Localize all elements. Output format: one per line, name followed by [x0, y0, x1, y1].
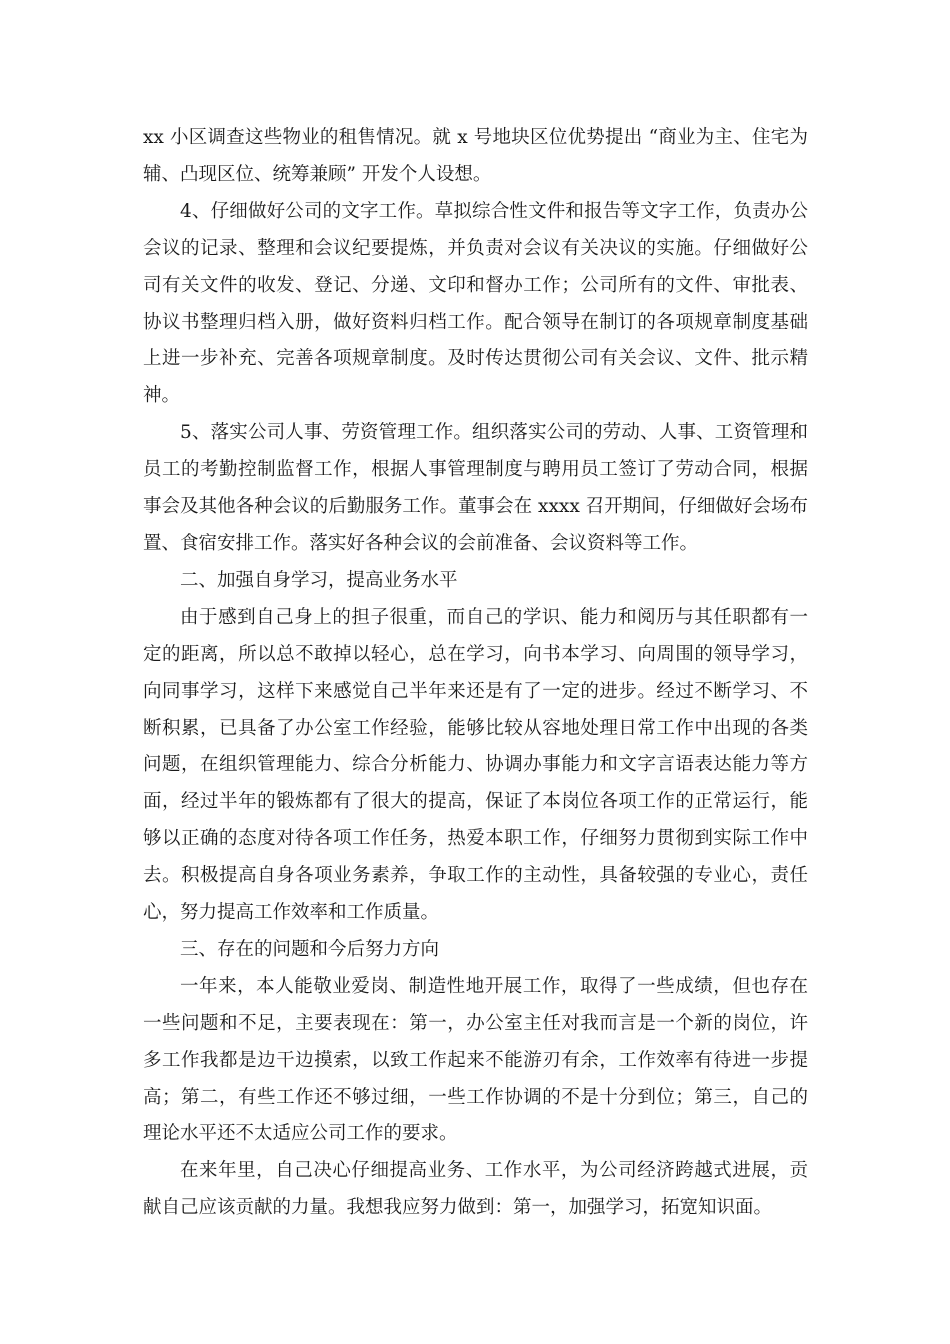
paragraph-item-4: 4、仔细做好公司的文字工作。草拟综合性文件和报告等文字工作，负责办公会议的记录、整理和会议纪要提炼，并负责对会议有关决议的实施。仔细做好公司有关文件的收发、登记、分递、文印和督办工作；公司所有的文件、审批表、协议书整理归档入册，做好资料归档工作。配合领导在制订的各项规章制度基础上进一步补充、完善各项规章制度。及时传达贯彻公司有关会议、文件、批示精神。 — [143, 200, 808, 407]
section-heading-3: 三、存在的问题和今后努力方向 — [180, 938, 440, 960]
paragraph-next-year: 在来年里，自己决心仔细提高业务、工作水平，为公司经济跨越式进展，贡献自己应该贡献的力量。我想我应努力做到：第一，加强学习，拓宽知识面。 — [143, 1160, 808, 1219]
paragraph-item-5: 5、落实公司人事、劳资管理工作。组织落实公司的劳动、人事、工资管理和员工的考勤控制监督工作，根据人事管理制度与聘用员工签订了劳动合同，根据事会及其他各种会议的后勤服务工作。董事会在 xxxx 召开期间，仔细做好会场布置、食宿安排工作。落实好各种会议的会前准备、会议资料等工作。 — [143, 422, 808, 554]
paragraph-self-study: 由于感到自己身上的担子很重，而自己的学识、能力和阅历与其任职都有一定的距离，所以总不敢掉以轻心，总在学习，向书本学习、向周围的领导学习，向同事学习，这样下来感觉自己半年来还是有了一定的进步。经过不断学习、不断积累，已具备了办公室工作经验，能够比较从容地处理日常工作中出现的各类问题，在组织管理能力、综合分析能力、协调办事能力和文字言语表达能力等方面，经过半年的锻炼都有了很大的提高，保证了本岗位各项工作的正常运行，能够以正确的态度对待各项工作任务，热爱本职工作，仔细努力贯彻到实际工作中去。积极提高自身各项业务素养，争取工作的主动性，具备较强的专业心，责任心，努力提高工作效率和工作质量。 — [143, 606, 808, 924]
section-heading-2: 二、加强自身学习，提高业务水平 — [180, 569, 458, 591]
paragraph-problems: 一年来，本人能敬业爱岗、制造性地开展工作，取得了一些成绩，但也存在一些问题和不足，主要表现在：第一，办公室主任对我而言是一个新的岗位，许多工作我都是边干边摸索，以致工作起来不能游刃有余，工作效率有待进一步提高；第二，有些工作还不够过细，一些工作协调的不是十分到位；第三，自己的理论水平还不太适应公司工作的要求。 — [143, 975, 808, 1145]
paragraph-continuation: xx 小区调查这些物业的租售情况。就 x 号地块区位优势提出 “商业为主、住宅为辅、凸现区位、统筹兼顾” 开发个人设想。 — [143, 127, 808, 185]
document-body — [143, 120, 808, 1227]
